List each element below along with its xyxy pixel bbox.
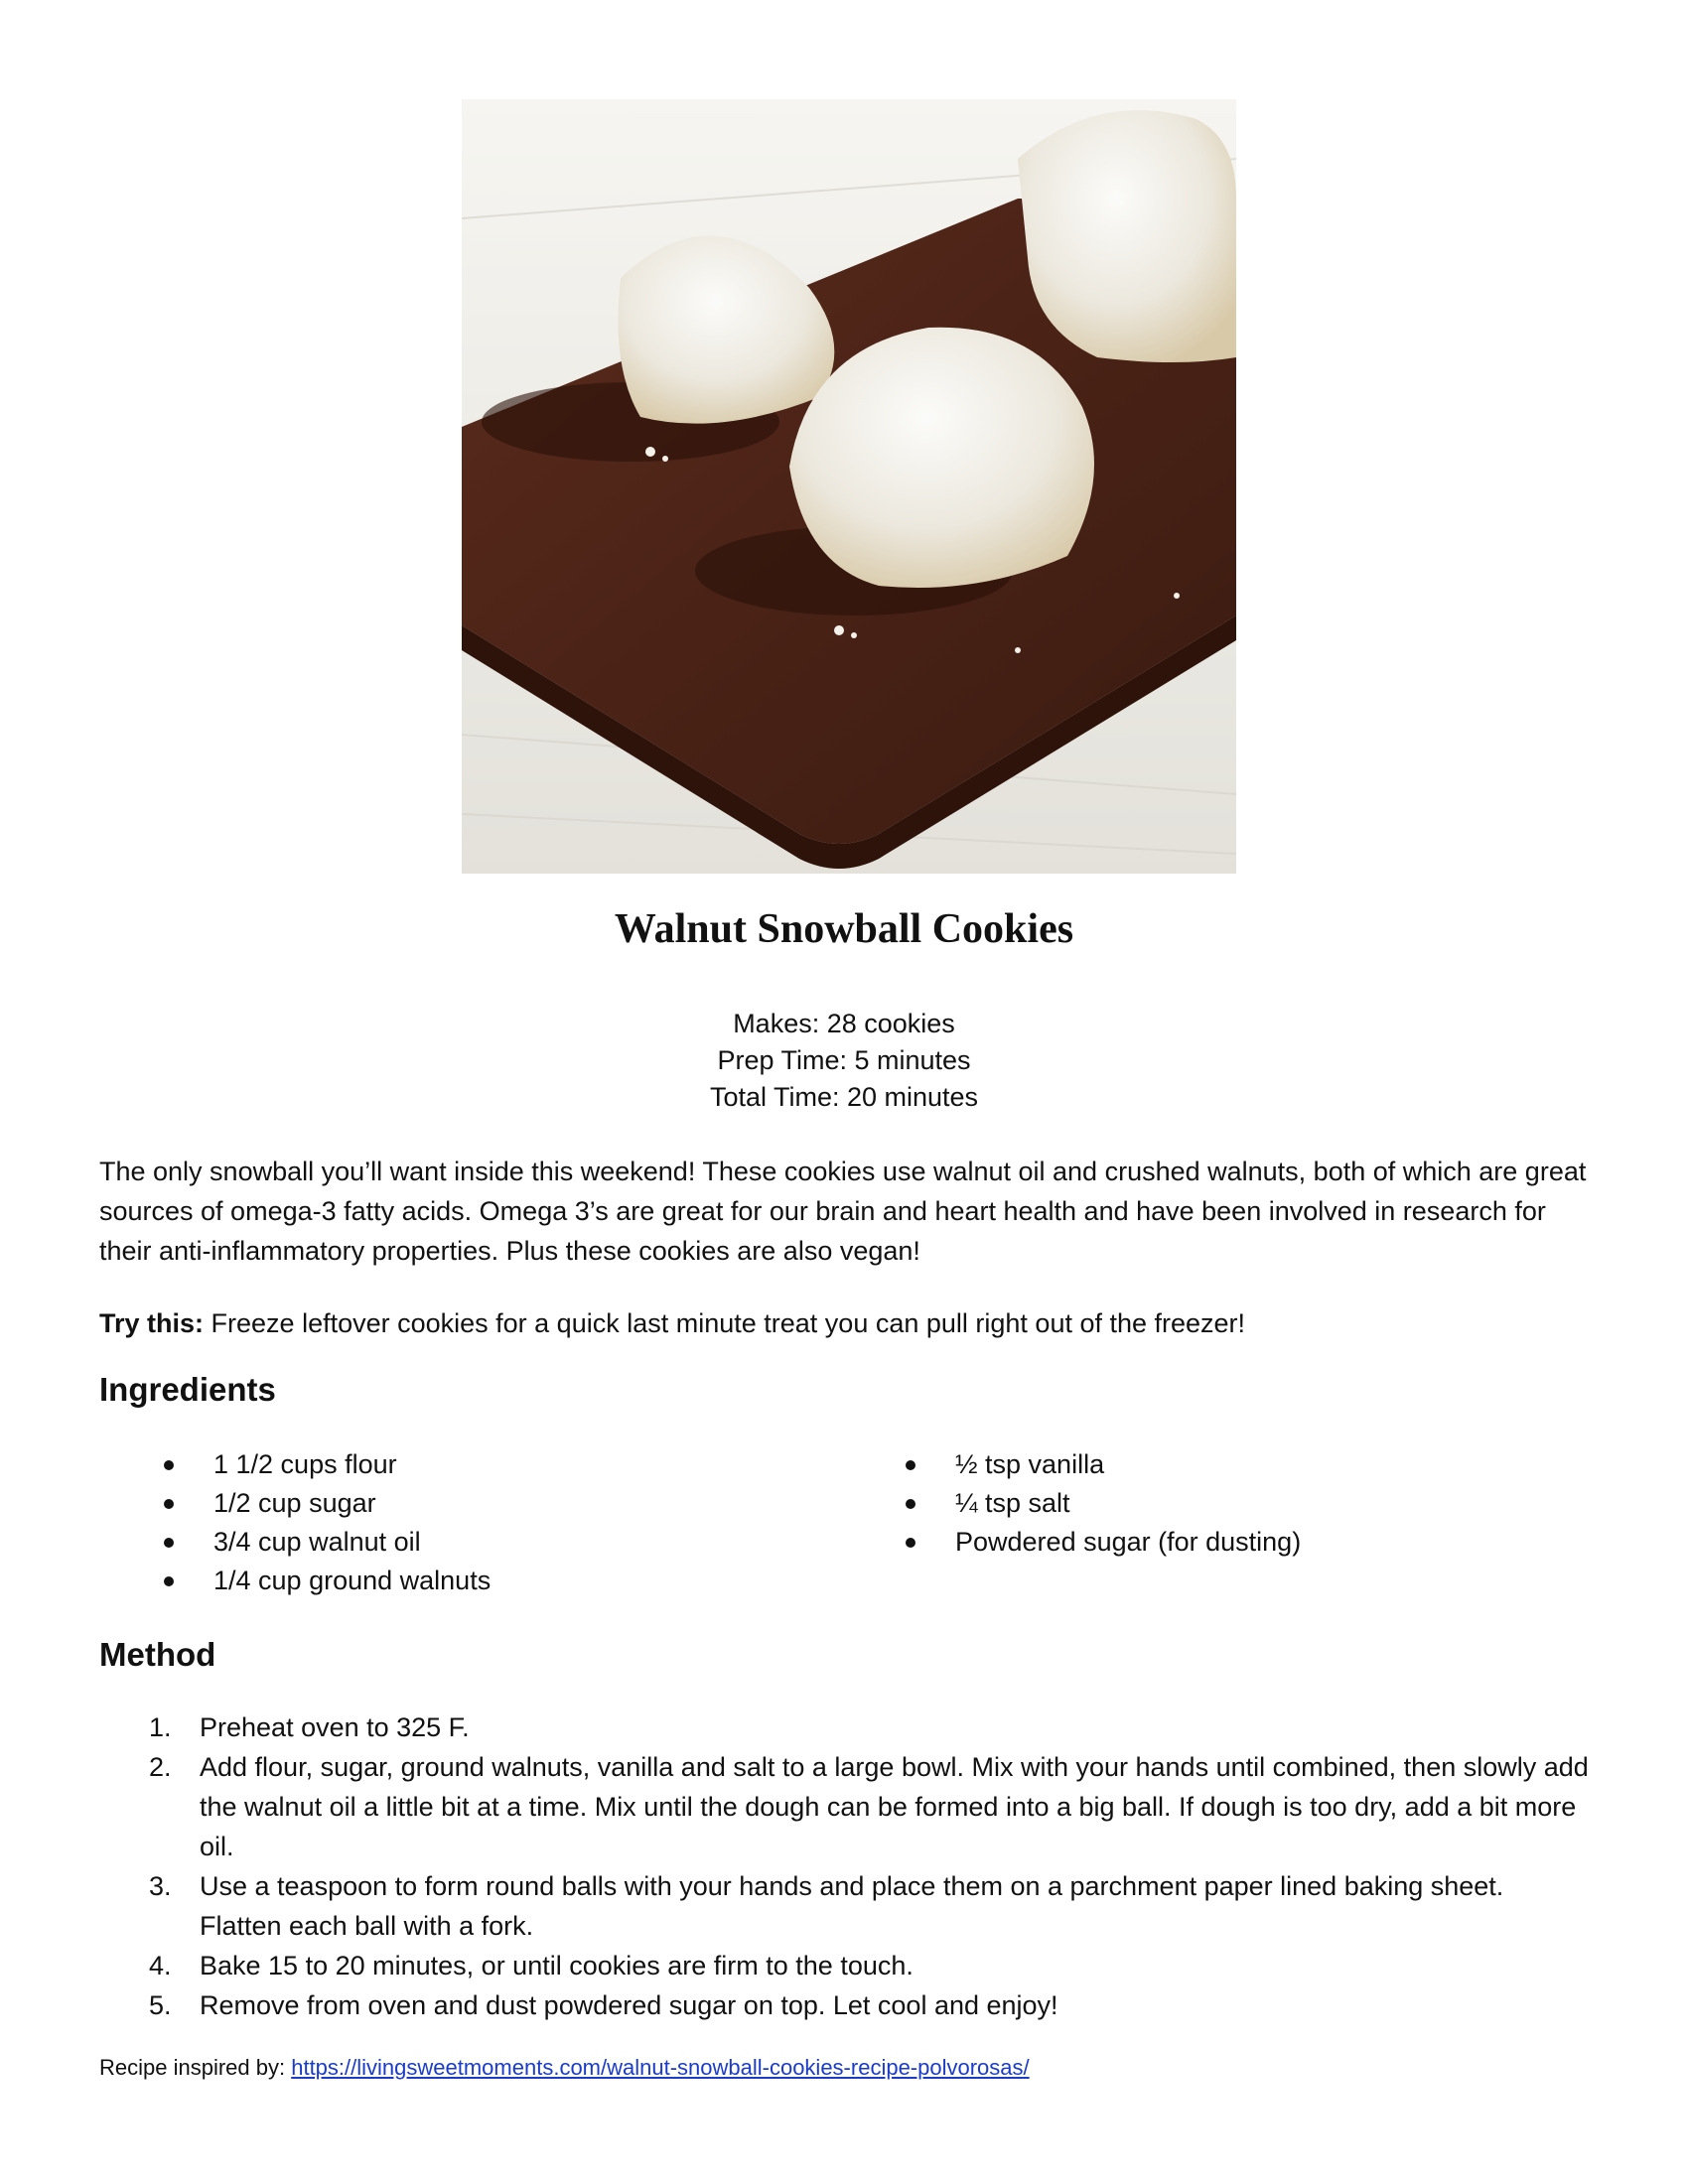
step-number: 1. — [149, 1712, 172, 1742]
step-number: 5. — [149, 1990, 172, 2020]
method-step — [99, 1707, 1589, 1747]
recipe-source — [99, 2053, 1030, 2083]
total-time-text: Total Time: 20 minutes — [709, 1082, 979, 1112]
makes-text: Makes: 28 cookies — [733, 1009, 955, 1038]
source-label: Recipe inspired by: — [99, 2055, 292, 2080]
step-text: Bake 15 to 20 minutes, or until cookies are firm to the touch. — [200, 1951, 914, 1980]
ingredient-item: 1/2 cup sugar — [164, 1484, 859, 1523]
step-text: Add flour, sugar, ground walnuts, vanilla and salt to a large bowl. Mix with your hands until combined, then slowly add the walnut oil a little bit at a time. Mix until the dough can be formed into a big ball. If dough is too dry, add a bit more oil. — [200, 1752, 1589, 1861]
step-text: Remove from oven and dust powdered sugar on top. Let cool and enjoy! — [200, 1990, 1058, 2020]
recipe-title: Walnut Snowball Cookies — [614, 906, 1074, 952]
method-step — [99, 1747, 1589, 1866]
cookie-photo-illustration — [462, 99, 1236, 874]
source-link[interactable]: https://livingsweetmoments.com/walnut-snowball-cookies-recipe-polvorosas/ — [291, 2055, 1030, 2080]
ingredients-list-column-1 — [164, 1445, 859, 1600]
method-step — [99, 1866, 1589, 1946]
ingredient-item: Powdered sugar (for dusting) — [906, 1523, 1601, 1562]
tip-text: Freeze leftover cookies for a quick last minute treat you can pull right out of the freezer! — [204, 1308, 1246, 1338]
cookie-photo — [462, 99, 1236, 874]
ingredients-heading: Ingredients — [99, 1371, 276, 1408]
ingredient-item: 1 1/2 cups flour — [164, 1445, 859, 1484]
method-heading: Method — [99, 1636, 216, 1673]
prep-time-text: Prep Time: 5 minutes — [717, 1045, 971, 1075]
step-text: Preheat oven to 325 F. — [200, 1712, 470, 1742]
tip-label: Try this: — [99, 1308, 205, 1338]
method-step — [99, 1946, 1589, 1985]
intro-paragraph: The only snowball you’ll want inside this weekend! These cookies use walnut oil and crushed walnuts, both of which are great sources of omega-3 fatty acids. Omega 3’s are great for our brain and heart health and have been involved in research for their anti-inflammatory properties. Plus these cookies are also vegan! — [99, 1157, 1587, 1266]
ingredient-item: 1/4 cup ground walnuts — [164, 1562, 859, 1600]
method-step — [99, 1985, 1589, 2025]
ingredient-item: 3/4 cup walnut oil — [164, 1523, 859, 1562]
method-steps — [99, 1707, 1589, 2025]
step-number: 4. — [149, 1951, 172, 1980]
ingredient-item: ¼ tsp salt — [906, 1484, 1601, 1523]
ingredient-item: ½ tsp vanilla — [906, 1445, 1601, 1484]
recipe-meta — [0, 1006, 1688, 1116]
step-number: 2. — [149, 1752, 172, 1782]
step-text: Use a teaspoon to form round balls with your hands and place them on a parchment paper lined baking sheet. Flatten each ball with a fork. — [200, 1871, 1504, 1941]
tip-paragraph — [99, 1303, 1589, 1343]
step-number: 3. — [149, 1871, 172, 1901]
ingredients-list-column-2 — [906, 1445, 1601, 1562]
